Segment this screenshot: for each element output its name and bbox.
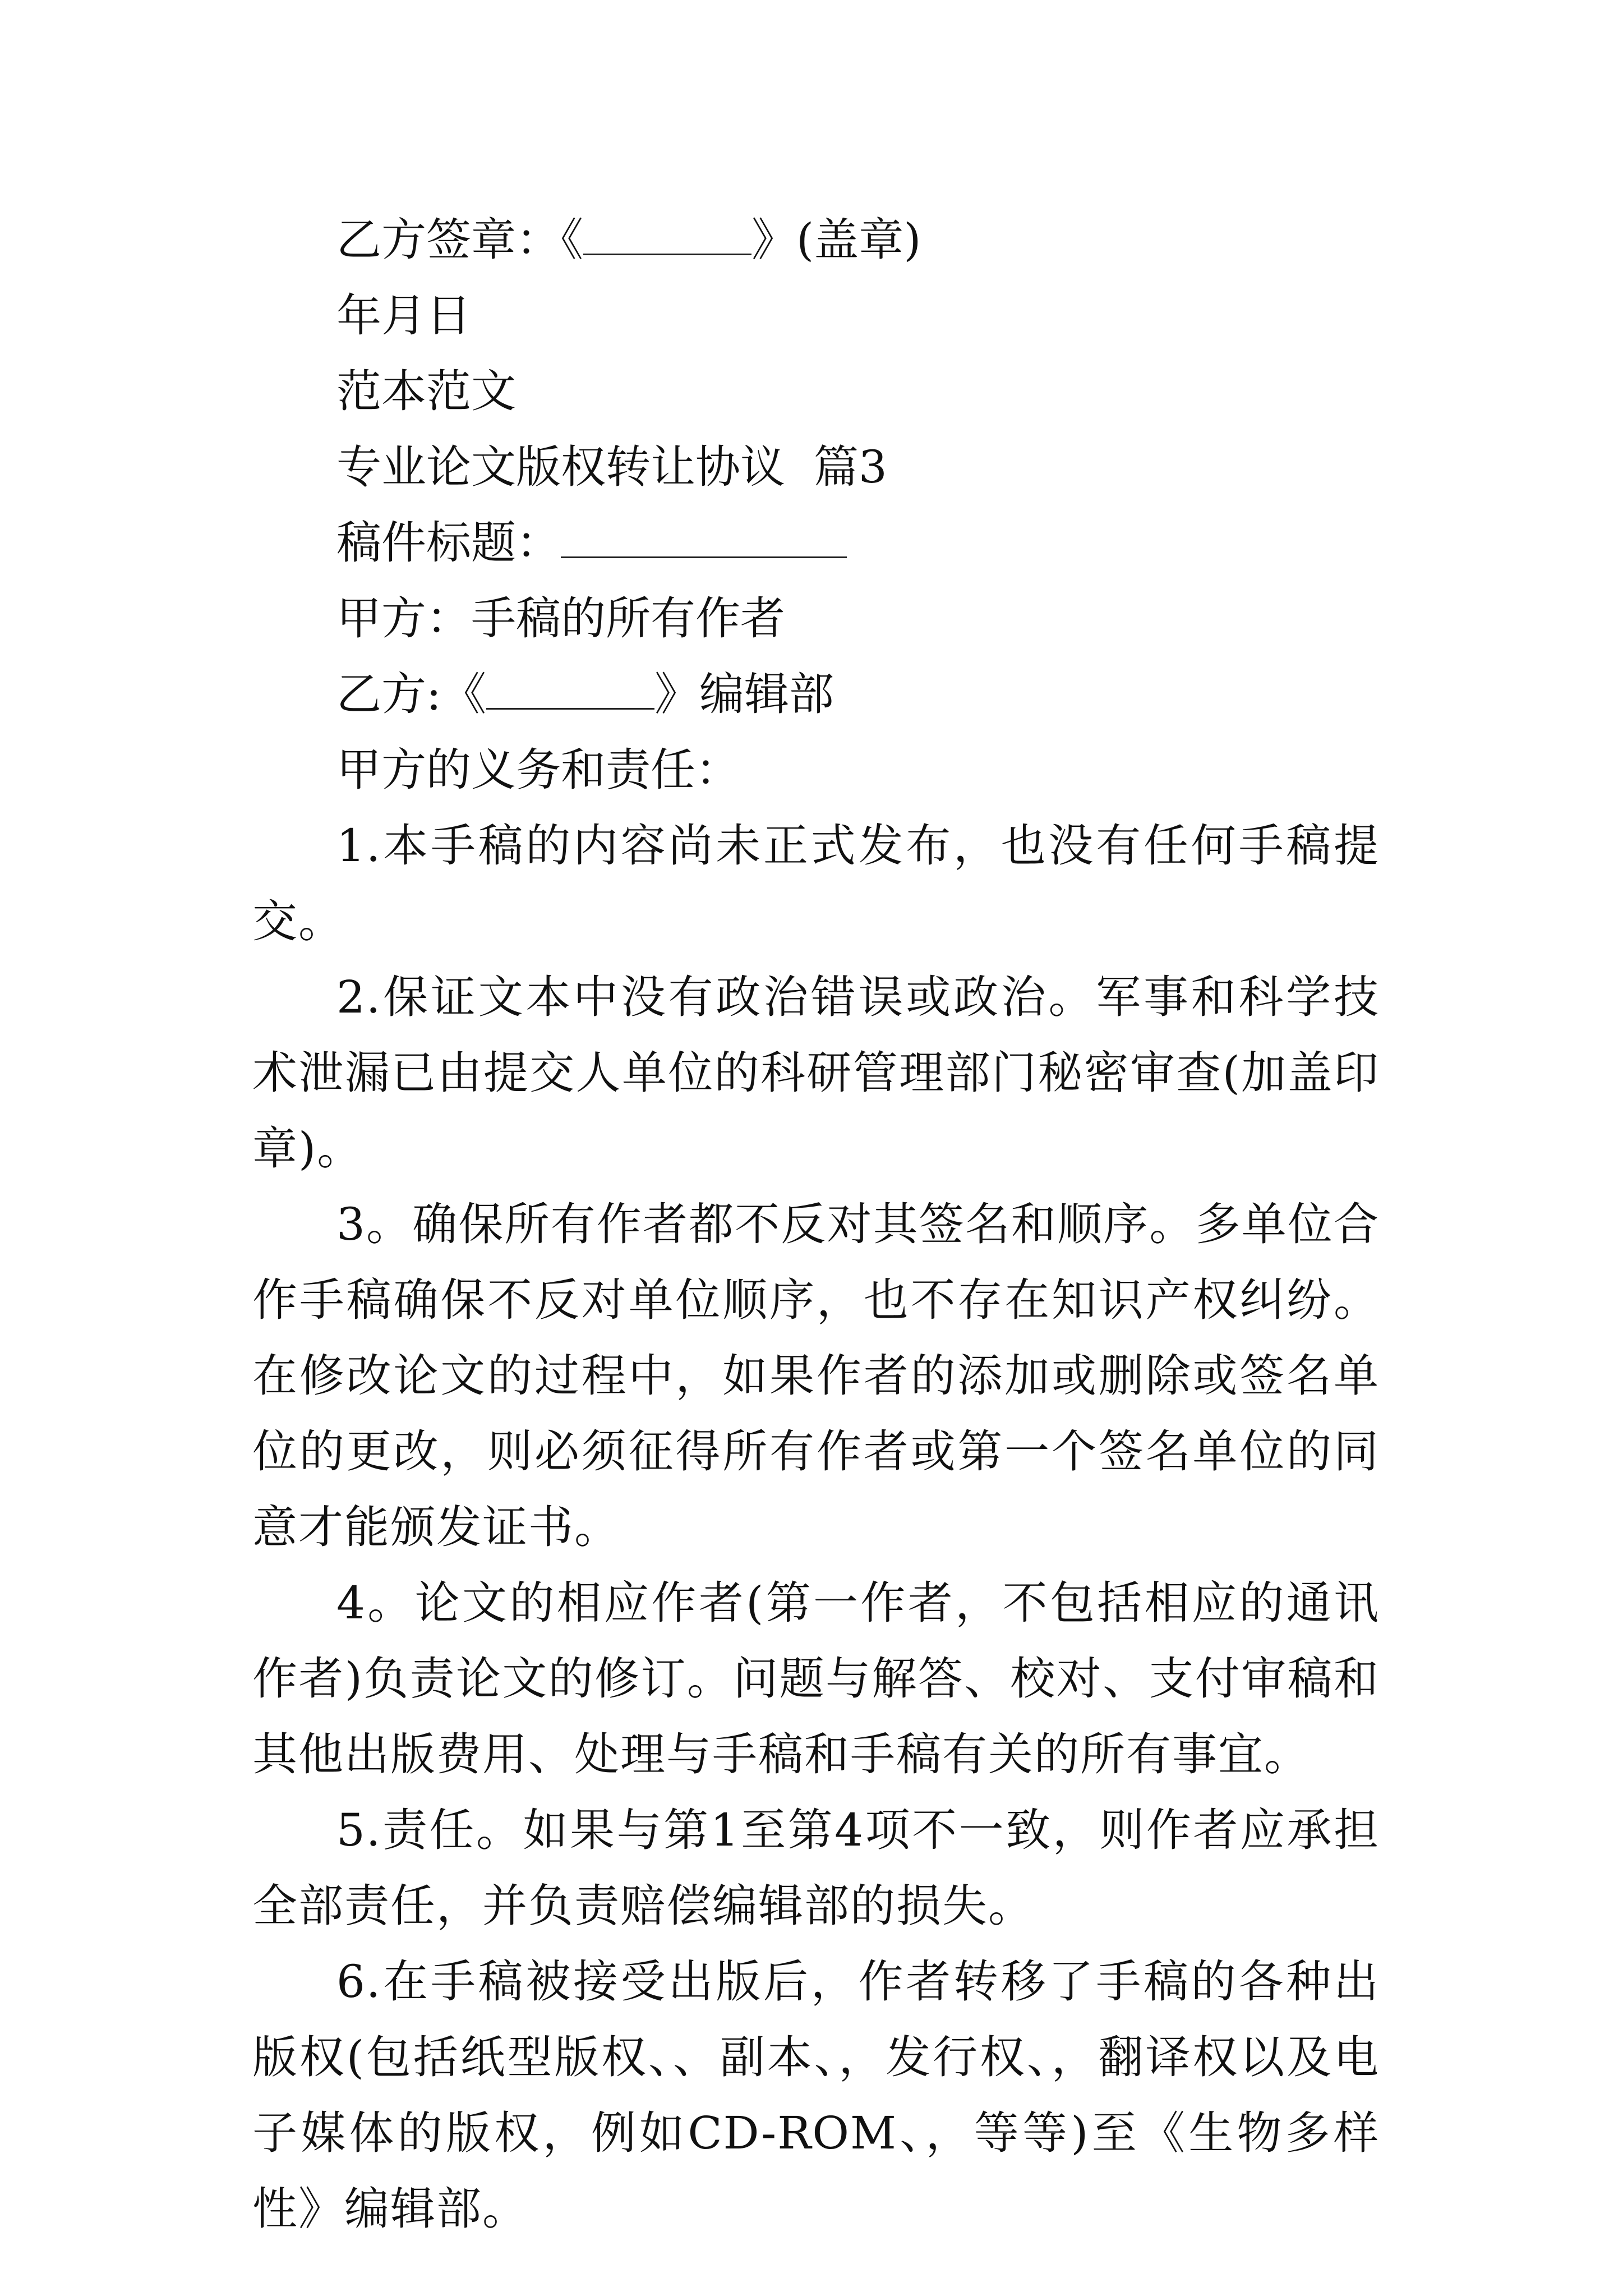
party-b-blank xyxy=(486,673,654,710)
clause-2: 2.保证文本中没有政治错误或政治。军事和科学技术泄漏已由提交人单位的科研管理部门秘密审查(加盖印章)。 xyxy=(252,971,1380,1175)
date-line: 年月日 xyxy=(336,289,471,342)
party-a-line: 甲方：手稿的所有作者 xyxy=(336,592,785,645)
clause-4: 4。论文的相应作者(第一作者，不包括相应的通讯作者)负责论文的修订。问题与解答、校对、支付审稿和其他出版费用、处理与手稿和手稿有关的所有事宜。 xyxy=(252,1577,1380,1780)
sample-label: 范本范文 xyxy=(336,365,516,417)
party-b-prefix: 乙方:《 xyxy=(336,668,486,720)
clause-6: 6.在手稿被接受出版后，作者转移了手稿的各种出版权(包括纸型版权、、副本、，发行权、，翻译权以及电子媒体的版权，例如CD-ROM、，等等)至《生物多样性》编辑部。 xyxy=(252,1955,1380,2235)
manuscript-title-line xyxy=(252,505,1380,581)
agreement-heading: 专业论文版权转让协议 篇3 xyxy=(336,441,887,493)
clause-3: 3。确保所有作者都不反对其签名和顺序。多单位合作手稿确保不反对单位顺序，也不存在知识产权纠纷。在修改论文的过程中，如果作者的添加或删除或签名单位的更改，则必须征得所有作者或第一个签名单位的同意才能颁发证书。 xyxy=(252,1198,1380,1553)
manuscript-title-blank xyxy=(561,522,847,558)
duties-heading: 甲方的义务和责任： xyxy=(336,744,740,796)
party-b-signature-line xyxy=(252,202,1380,278)
party-b-signature-prefix: 乙方签章：《 xyxy=(336,214,583,266)
party-b-suffix: 》编辑部 xyxy=(654,668,834,720)
party-b-line xyxy=(252,656,1380,732)
party-b-signature-suffix: 》(盖章) xyxy=(751,214,921,266)
document-body xyxy=(252,202,1380,2247)
clause-5: 5.责任。如果与第1至第4项不一致，则作者应承担全部责任，并负责赔偿编辑部的损失。 xyxy=(252,1804,1380,1932)
manuscript-title-label: 稿件标题： xyxy=(336,517,561,569)
clause-1: 1.本手稿的内容尚未正式发布，也没有任何手稿提交。 xyxy=(252,820,1380,947)
party-b-signature-blank xyxy=(583,219,751,255)
